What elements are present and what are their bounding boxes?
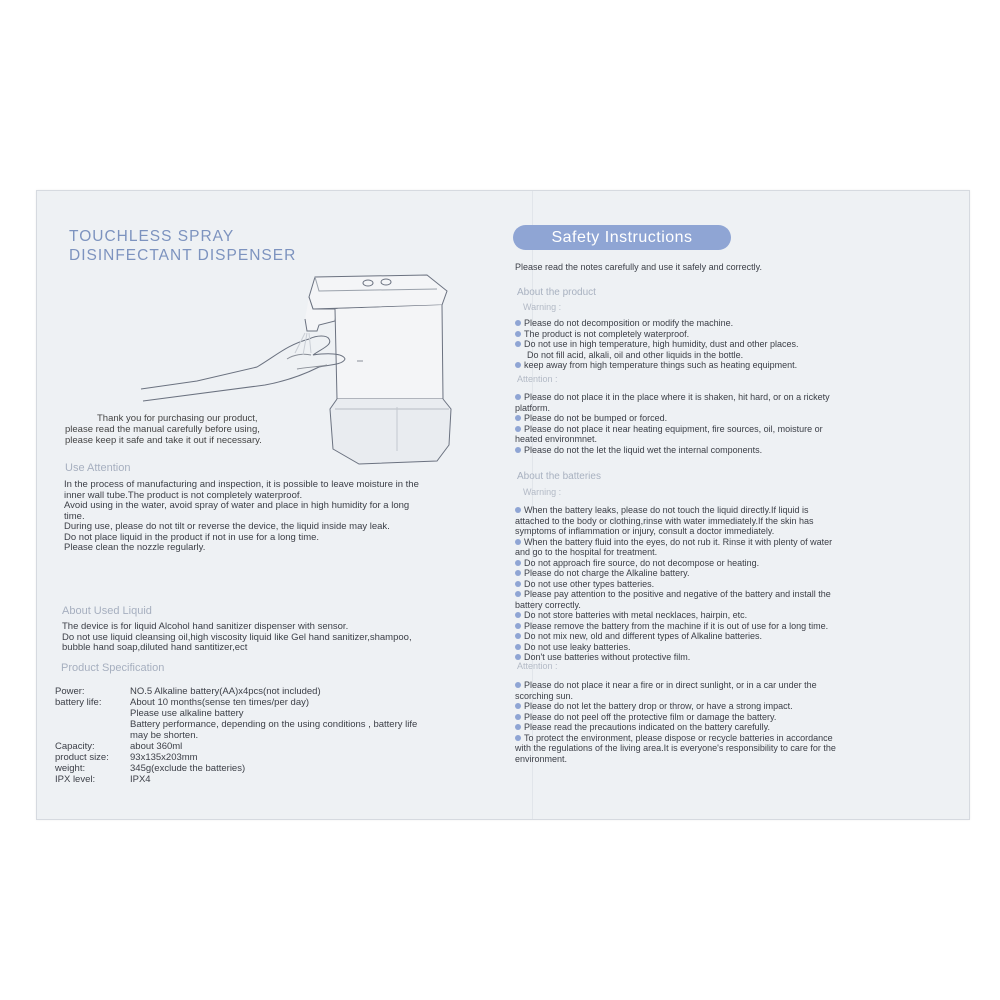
text-line: Do not use liquid cleansing oil,high viscosity liquid like Gel hand sanitizer,shampoo, [62,631,412,643]
spec-value: may be shorten. [130,730,199,741]
spec-row [55,708,417,719]
list-item-text: The product is not completely waterproof. [524,328,690,339]
list-item-text: Please do not place it near a fire or in direct sunlight, or in a car under the [524,680,817,690]
list-item-text: platform. [515,402,551,413]
list-item [515,445,935,456]
list-item-text: Please read the precautions indicated on the battery carefully. [524,722,770,732]
list-item-text: Don't use batteries without protective film. [524,652,691,662]
list-item [515,558,935,569]
list-item [515,329,935,340]
list-item-text: Please do not peel off the protective film or damage the battery. [524,711,777,722]
list-item-text: Please do not let the battery drop or throw, or have a strong impact. [524,701,793,711]
list-item-text: Do not fill acid, alkali, oil and other liquids in the bottle. [527,349,744,360]
text-line: The device is for liquid Alcohol hand sanitizer dispenser with sensor. [62,621,349,632]
bullet-dot-icon [515,341,521,347]
bullet-dot-icon [515,735,521,741]
list-item [515,754,935,765]
spec-key: Capacity: [55,741,95,752]
list-item-text: Do not mix new, old and different types of Alkaline batteries. [524,631,762,641]
list-item [515,360,935,371]
thanks-line: please read the manual carefully before using, [65,424,260,435]
list-item [515,424,935,435]
list-item-text: battery correctly. [515,599,581,610]
spec-key: battery life: [55,697,102,708]
use-attention-heading: Use Attention [65,462,131,474]
text-line: bubble hand soap,diluted hand santitizer,ect [62,642,248,653]
attention-label: Attention : [517,374,558,384]
bullet-dot-icon [515,724,521,730]
manual-sheet [36,190,970,820]
list-item [515,579,935,590]
text-line: In the process of manufacturing and inspection, it is possible to leave moisture in the [64,479,419,490]
list-item [515,743,935,754]
list-item-text: Please do not place it near heating equipment, fire sources, oil, moisture or [524,423,823,434]
spec-key: Power: [55,686,85,697]
safety-instructions-title: Safety Instructions [513,225,731,250]
bullet-dot-icon [515,591,521,597]
list-item [515,413,935,424]
bullet-dot-icon [515,426,521,432]
spec-key: IPX level: [55,774,96,785]
text-line: Do not place liquid in the product if not in use for a long time. [64,531,320,543]
list-item-text: When the battery leaks, please do not touch the liquid directly.If liquid is [524,505,809,515]
bullet-dot-icon [515,654,521,660]
list-item-text: Please do not decomposition or modify the machine. [524,318,734,328]
battery-warning-list [515,505,935,663]
list-item [515,722,935,733]
title-line-2: DISINFECTANT DISPENSER [69,247,297,264]
bullet-dot-icon [515,714,521,720]
spec-value: IPX4 [130,774,151,785]
list-item-text: Please remove the battery from the machine if it is out of use for a long time. [524,620,829,631]
bullet-dot-icon [515,703,521,709]
list-item [515,600,935,611]
spec-key: product size: [55,752,109,763]
list-item-text: Please do not the let the liquid wet the internal components. [524,444,763,455]
about-batteries-heading: About the batteries [517,471,601,482]
list-item-text: scorching sun. [515,690,574,701]
bullet-dot-icon [515,331,521,337]
list-item [515,680,935,691]
spec-row [55,763,417,774]
bullet-dot-icon [515,507,521,513]
spec-value: about 360ml [130,741,183,752]
list-item-text: Do not use other types batteries. [524,578,655,589]
list-item-text: Do not use in high temperature, high humidity, dust and other places. [524,339,799,349]
spec-key: weight: [55,763,86,774]
list-item [515,712,935,723]
list-item-text: Do not use leaky batteries. [524,641,631,652]
spec-row [55,686,417,697]
list-item [515,691,935,702]
list-item-text: and go to the hospital for treatment. [515,547,658,557]
bullet-dot-icon [515,415,521,421]
spec-value: Battery performance, depending on the using conditions , battery life [130,719,418,730]
spec-row [55,730,417,741]
list-item-text: heated environmnet. [515,434,598,444]
list-item [515,350,935,361]
bullet-dot-icon [515,447,521,453]
list-item [515,610,935,621]
text-line: time. [64,510,85,522]
list-item-text: Please do not be bumped or forced. [524,413,668,423]
text-line: During use, please do not tilt or reverse the device, the liquid inside may leak. [64,521,390,532]
list-item [515,537,935,548]
list-item-text: Do not store batteries with metal necklaces, hairpin, etc. [524,610,748,620]
safety-intro: Please read the notes carefully and use it safely and correctly. [515,262,762,272]
product-title [69,227,296,265]
list-item-text: environment. [515,753,568,764]
spec-key [55,708,130,719]
spec-value: 93x135x203mm [130,752,198,763]
bullet-dot-icon [515,320,521,326]
bullet-dot-icon [515,682,521,688]
list-item-text: Please do not place it in the place where it is shaken, hit hard, or on a rickety [524,392,830,402]
list-item-text: keep away from high temperature things such as heating equipment. [524,360,798,370]
bullet-dot-icon [515,612,521,618]
list-item-text: Do not approach fire source, do not decompose or heating. [524,557,760,568]
used-liquid-heading: About Used Liquid [62,605,152,617]
bullet-dot-icon [515,581,521,587]
list-item [515,652,935,663]
about-product-heading: About the product [517,287,596,298]
warning-label: Warning : [523,302,562,312]
spec-row [55,741,417,752]
list-item [515,733,935,744]
spec-key [55,730,130,741]
list-item [515,621,935,632]
spec-row [55,752,417,763]
bullet-dot-icon [515,644,521,650]
bullet-dot-icon [515,570,521,576]
list-item-text: When the battery fluid into the eyes, do not rub it. Rinse it with plenty of water [524,536,833,547]
spec-value: NO.5 Alkaline battery(AA)x4pcs(not included) [130,686,321,697]
thanks-note [65,413,262,446]
spec-row [55,774,417,785]
bullet-dot-icon [515,633,521,639]
list-item [515,516,935,527]
list-item [515,589,935,600]
list-item [515,403,935,414]
list-item-text: Please do not charge the Alkaline battery. [524,568,690,578]
list-item [515,701,935,712]
bullet-dot-icon [515,394,521,400]
bullet-dot-icon [515,539,521,545]
list-item [515,318,935,329]
battery-attention-list [515,680,935,764]
list-item [515,505,935,516]
list-item [515,339,935,350]
use-attention-text [64,480,419,554]
text-line: inner wall tube.The product is not completely waterproof. [64,489,303,501]
product-warning-list [515,318,935,371]
list-item [515,526,935,537]
list-item [515,434,935,445]
bullet-dot-icon [515,560,521,566]
list-item [515,547,935,558]
list-item [515,642,935,653]
bullet-dot-icon [515,623,521,629]
list-item-text: attached to the body or clothing,rinse with water immediately.If the skin has [515,515,814,526]
list-item-text: Please pay attention to the positive and negative of the battery and install the [524,589,831,599]
title-line-1: TOUCHLESS SPRAY [69,228,235,245]
product-attention-list [515,392,935,455]
text-line: Avoid using in the water, avoid spray of water and place in high humidity for a long [64,500,410,511]
spec-heading: Product Specification [61,662,165,674]
spec-row [55,719,417,730]
spec-value: About 10 months(sense ten times/per day) [130,697,310,708]
thanks-line: Thank you for purchasing our product, [97,413,258,424]
spec-key [55,719,130,730]
list-item-text: with the regulations of the living area.It is everyone's responsibility to care for the [515,743,836,753]
spec-value: 345g(exclude the batteries) [130,763,246,774]
thanks-line: please keep it safe and take it out if necessary. [65,435,262,446]
list-item [515,568,935,579]
spec-row [55,697,417,708]
warning-label: Warning : [523,487,562,497]
used-liquid-text [62,622,412,654]
spec-table [55,686,417,785]
list-item [515,631,935,642]
list-item-text: symptoms of inflammation or injury, consult a doctor immediately. [515,526,775,536]
bullet-dot-icon [515,362,521,368]
attention-label: Attention : [517,661,558,671]
list-item-text: To protect the environment, please dispose or recycle batteries in accordance [524,732,833,743]
text-line: Please clean the nozzle regularly. [64,542,206,553]
list-item [515,392,935,403]
spec-value: Please use alkaline battery [130,708,244,719]
